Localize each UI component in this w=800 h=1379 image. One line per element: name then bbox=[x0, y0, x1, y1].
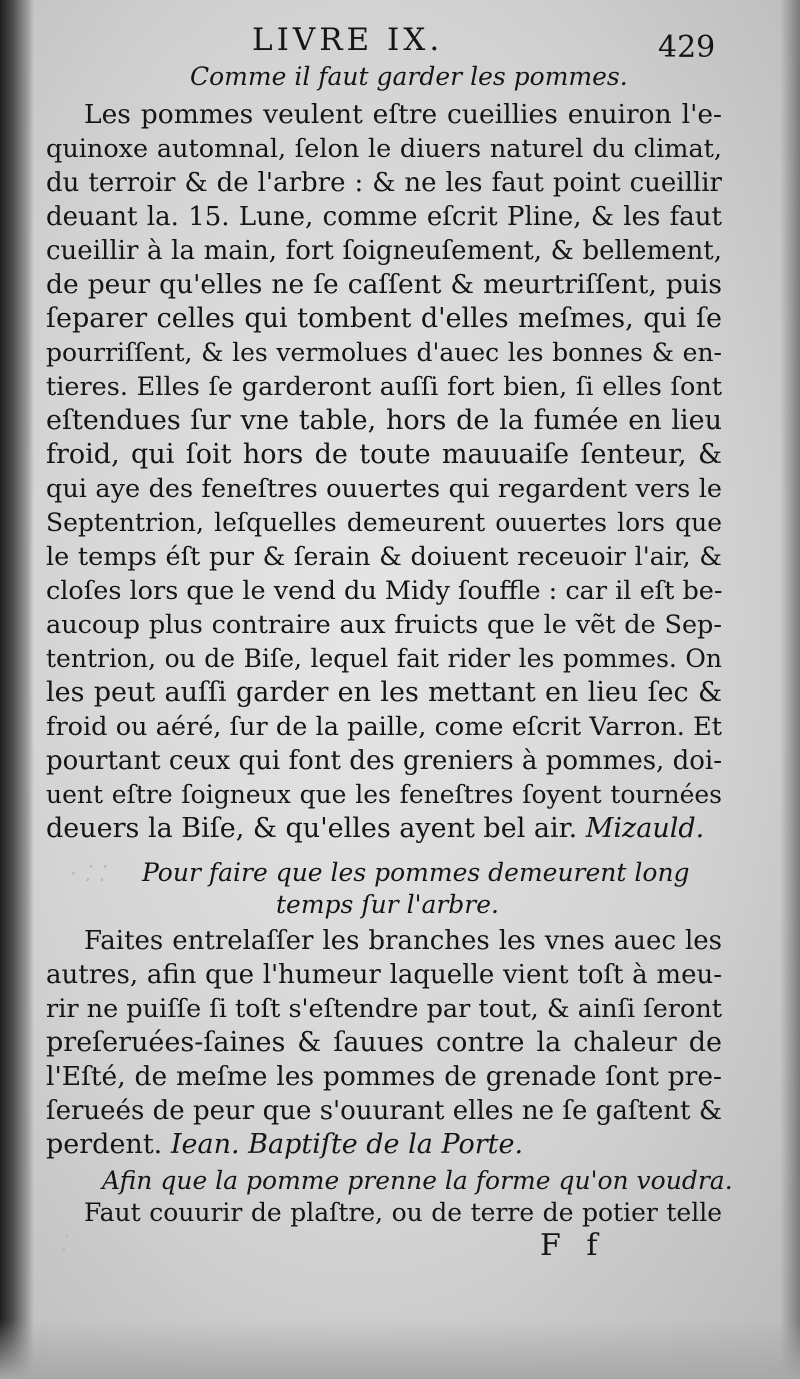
text-line: cloſes lors que le vend du Midy ſouffle : car il eſt be- bbox=[46, 576, 723, 606]
section-heading: Afin que la pomme prenne la forme qu'on voudra. bbox=[102, 1166, 733, 1195]
page-bottom-shadow bbox=[0, 1319, 800, 1379]
text-line: tieres. Elles ſe garderont auſſi fort bien, ſi elles ſont bbox=[46, 372, 722, 402]
text-line: tentrion, ou de Biſe, lequel fait rider les pommes. On bbox=[46, 644, 722, 673]
text-line: du terroir & de l'arbre : & ne les faut point cueillir bbox=[46, 168, 722, 198]
text-line: pourriſſent, & les vermolues d'auec les bonnes & en- bbox=[46, 338, 722, 367]
text-line: cueillir à la main, fort ſoigneuſement, & bellement, bbox=[46, 236, 722, 266]
page-gutter-shadow bbox=[0, 0, 34, 1379]
text-line: Faut couurir de plaſtre, ou de terre de potier telle bbox=[84, 1198, 722, 1227]
printer-signature-mark: F f bbox=[540, 1228, 606, 1263]
text-line: l'Eſté, de meſme les pommes de grenade ſont pre- bbox=[46, 1061, 722, 1092]
text-line: aucoup plus contraire aux fruicts que le vẽt de Sep- bbox=[46, 610, 722, 640]
text-line: eſtendues ſur vne table, hors de la fumée en lieu bbox=[46, 405, 722, 436]
line-text: perdent. bbox=[46, 1129, 163, 1160]
text-line bbox=[46, 812, 722, 846]
section-heading-continued: temps ſur l'arbre. bbox=[276, 890, 499, 919]
bleed-through-mark: ⁚ bbox=[60, 1232, 67, 1257]
text-line: froid, qui ſoit hors de toute mauuaiſe ſenteur, & bbox=[46, 439, 722, 470]
text-line: de peur qu'elles ne ſe caſſent & meurtriſſent, puis bbox=[46, 269, 722, 300]
text-line: pourtant ceux qui font des greniers à pommes, doi- bbox=[46, 746, 722, 776]
author-attribution: Mizauld. bbox=[585, 813, 705, 844]
text-line: uent eſtre ſoigneux que les feneſtres ſoyent tournées bbox=[46, 780, 722, 809]
bleed-through-mark: · ⁚ ⁚ bbox=[70, 862, 105, 887]
text-line: ſerueés de peur que s'ouurant elles ne ſe gaſtent & bbox=[46, 1096, 722, 1126]
text-line: quinoxe automnal, ſelon le diuers naturel du climat, bbox=[46, 134, 722, 164]
text-line: ſeparer celles qui tombent d'elles meſmes, qui ſe bbox=[46, 303, 722, 334]
text-line: les peut auſſi garder en les mettant en lieu ſec & bbox=[46, 677, 722, 708]
section-heading: Pour faire que les pommes demeurent long bbox=[142, 858, 690, 887]
text-line: Septentrion, leſquelles demeurent ouuertes lors que bbox=[46, 508, 722, 537]
text-line: deuant la. 15. Lune, comme eſcrit Pline, & les faut bbox=[46, 202, 722, 232]
author-attribution: Iean. Baptiſte de la Porte. bbox=[170, 1129, 524, 1160]
text-line: froid ou aéré, ſur de la paille, come eſcrit Varron. Et bbox=[46, 712, 722, 742]
running-head: LIVRE IX. bbox=[252, 22, 444, 58]
text-line: Les pommes veulent eſtre cueillies enuiron l'e- bbox=[84, 99, 722, 130]
page-number: 429 bbox=[658, 30, 716, 65]
text-line: rir ne puiſſe ſi toſt s'eſtendre par tout, & ainſi ſeront bbox=[46, 994, 722, 1024]
text-line: qui aye des feneſtres ouuertes qui regardent vers le bbox=[46, 474, 722, 504]
text-line: autres, afin que l'humeur laquelle vient toſt à meu- bbox=[46, 960, 722, 990]
line-text: deuers la Biſe, & qu'elles ayent bel air. bbox=[46, 813, 578, 844]
text-line bbox=[46, 1128, 722, 1162]
text-line: le temps éſt pur & ſerain & doiuent receuoir l'air, & bbox=[46, 542, 722, 572]
section-heading: Comme il faut garder les pommes. bbox=[190, 62, 628, 91]
text-line: preſeruées-ſaines & ſauues contre la chaleur de bbox=[46, 1027, 722, 1058]
page-edge-shadow bbox=[780, 0, 800, 1379]
text-line: Faites entrelaſſer les branches les vnes auec les bbox=[84, 926, 722, 956]
